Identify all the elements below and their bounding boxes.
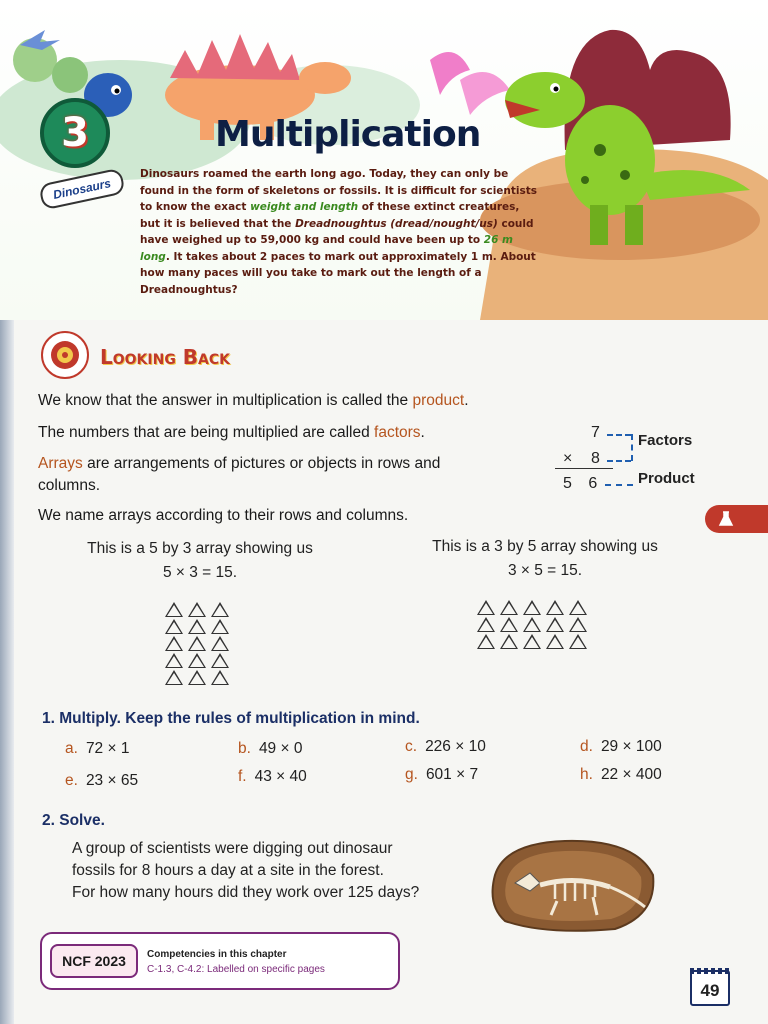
triangle-icon [211,602,229,617]
triangle-icon [188,636,206,651]
triangle-icon [569,634,587,649]
factors-period: . [420,424,425,441]
triangle-icon [523,600,541,615]
q1-item-g [405,766,478,784]
q1-item-label: f. [238,768,247,785]
triangle-icon [165,619,183,634]
triangle-icon [211,619,229,634]
triangle-icon [211,670,229,685]
triangle-icon [188,670,206,685]
question-1-heading: 1. Multiply. Keep the rules of multiplication in mind. [42,710,420,727]
factors-product-example [555,420,735,500]
chapter-number: 3 [61,110,89,156]
q1-item-expr: 43 × 40 [254,768,307,785]
chapter-number-badge [40,98,110,168]
triangle-icon [165,602,183,617]
intro-text-2: of these extinct creatures, but it is believed that the [140,201,520,230]
intro-highlight-weight: weight and length [250,201,359,213]
factor-top: 7 [591,424,600,441]
triangle-icon [546,617,564,632]
definition-arrays [38,453,508,497]
chapter-intro [140,166,540,298]
array1-caption-line2: 5 × 3 = 15. [162,564,238,581]
arrays-text: are arrangements of pictures or objects in rows and [82,455,441,472]
q1-item-label: a. [65,740,78,757]
triangle-icon [569,600,587,615]
q1-item-e [65,772,138,790]
factor-bracket [631,434,633,461]
intro-dino-name: Dreadnoughtus (dread/nought/us) [295,217,498,230]
q1-item-expr: 49 × 0 [258,740,303,757]
triangle-icon [211,653,229,668]
q1-item-expr: 22 × 400 [600,766,662,783]
factor-bottom: 8 [591,450,600,467]
intro-text-1: Dinosaurs roamed the earth long ago. Today, they can only be found in the form of skeletons or fossils. It is difficult for scientists to know the exact [140,168,538,213]
triangle-icon [546,634,564,649]
q1-item-label: c. [405,738,418,755]
triangle-icon [500,634,518,649]
triangle-icon [165,670,183,685]
q2-line-3: For how many hours did they work over 125 days? [72,884,420,901]
q1-item-label: h. [580,766,593,783]
q1-item-label: d. [580,738,593,755]
q1-item-label: g. [405,766,418,783]
intro-text-3: could have weighed up to 59,000 kg and could have been up to [140,217,534,246]
triangle-icon [523,634,541,649]
q1-item-d [580,738,662,756]
arrays-text-cont: columns. [38,477,101,494]
triangle-icon [546,600,564,615]
q1-item-expr: 601 × 7 [425,766,479,783]
definition-product [38,392,469,410]
triangle-icon [477,617,495,632]
triangle-icon [188,619,206,634]
product-text: We know that the answer in multiplication is called the [38,392,413,409]
chapter-title: Multiplication [215,114,481,155]
arrays-naming-text: We name arrays according to their rows and columns. [38,507,409,524]
intro-text-4: . It takes about 2 paces to mark out approximately 1 m. About how many paces will you take to mark out the length of a Dreadnoughtus? [140,250,536,296]
array-3-by-5 [477,600,587,649]
q1-item-label: b. [238,740,251,757]
q1-item-expr: 226 × 10 [425,738,486,755]
q2-line-1: A group of scientists were digging out dinosaur [72,840,393,857]
triangle-icon [523,617,541,632]
q1-item-h [580,766,662,784]
chapter-theme-tag: Dinosaurs [38,168,126,211]
times-sign: × [563,450,573,467]
looking-back-title: Looking Back [100,345,230,369]
array-5-by-3 [165,602,229,685]
diagnostic-assessment-icon [40,330,90,380]
ncf-competencies-box [40,932,400,990]
side-tab [705,505,768,533]
array2-caption-line1: This is a 3 by 5 array showing us [432,538,658,555]
product-term: product [412,392,465,409]
q1-item-expr: 29 × 100 [600,738,662,755]
q1-item-f [238,768,307,786]
factors-term: factors [374,424,421,441]
factors-label: Factors [638,432,693,449]
factors-text: The numbers that are being multiplied are called [38,424,375,441]
q1-item-a [65,740,129,758]
q1-item-expr: 23 × 65 [85,772,139,789]
triangle-icon [500,617,518,632]
triangle-icon [477,600,495,615]
triangle-icon [211,636,229,651]
sum-line [555,468,613,469]
array1-caption-line1: This is a 5 by 3 array showing us [87,540,313,557]
triangle-icon [165,636,183,651]
triangle-icon [165,653,183,668]
ncf-label: NCF 2023 [50,944,138,978]
competencies-detail: C-1.3, C-4.2: Labelled on specific pages [147,964,325,975]
q2-line-2: fossils for 8 hours a day at a site in the forest. [72,862,384,879]
chapter-banner [0,0,768,320]
question-2-heading: 2. Solve. [42,812,105,829]
q1-item-label: e. [65,772,78,789]
array2-caption-line2: 3 × 5 = 15. [507,562,583,579]
triangle-icon [188,602,206,617]
product-label: Product [638,470,695,487]
array-5-by-3-caption [50,540,350,582]
competencies-title: Competencies in this chapter [147,949,287,960]
question-2-text [72,838,492,904]
triangle-icon [477,634,495,649]
array-3-by-5-caption [395,538,695,580]
product-arrow [605,484,633,486]
product-result: 5 6 [563,475,604,492]
flask-icon [717,510,735,528]
triangle-icon [569,617,587,632]
q1-item-c [405,738,486,756]
factor-arrow-bottom [607,460,631,462]
definition-factors [38,424,425,442]
intro-highlight-length: 26 m long [140,234,513,263]
dinosaur-fossil-image [485,835,660,935]
factor-arrow-top [607,434,631,436]
triangle-icon [188,653,206,668]
q1-item-b [238,740,302,758]
product-period: . [464,392,469,409]
page-number: 49 [690,970,730,1006]
q1-item-expr: 72 × 1 [85,740,130,757]
triangle-icon [500,600,518,615]
arrays-term: Arrays [38,455,83,472]
